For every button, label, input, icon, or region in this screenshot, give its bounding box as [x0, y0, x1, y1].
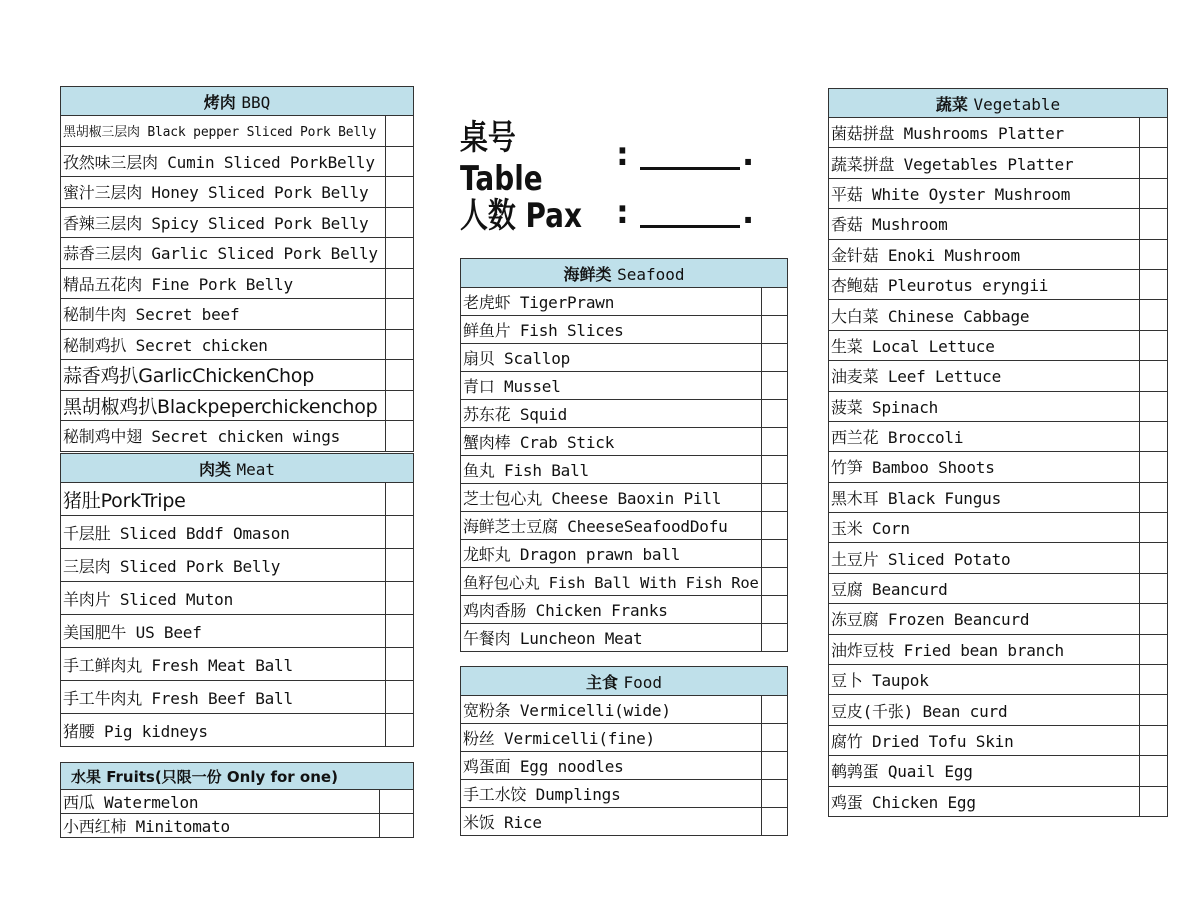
fruits-header-row	[61, 763, 414, 790]
meat-title-en: Meat	[236, 459, 276, 479]
menu-item-name: 金针菇 Enoki Mushroom	[829, 239, 1140, 269]
quantity-box[interactable]	[1139, 361, 1167, 391]
quantity-box[interactable]	[762, 372, 788, 400]
quantity-box[interactable]	[1139, 786, 1167, 816]
table-label: 桌号 Table	[460, 117, 543, 199]
quantity-box[interactable]	[762, 316, 788, 344]
menu-item-name: 羊肉片 Sliced Muton	[61, 582, 386, 615]
menu-item-name: 菠菜 Spinach	[829, 391, 1140, 421]
menu-item-row	[829, 452, 1168, 482]
menu-item-name: 鸡蛋 Chicken Egg	[829, 786, 1140, 816]
menu-item-name: 手工鲜肉丸 Fresh Meat Ball	[61, 648, 386, 681]
seafood-header-row	[461, 259, 788, 288]
menu-item-row	[61, 116, 414, 147]
menu-item-name: 秘制牛肉 Secret beef	[61, 299, 386, 330]
menu-item-row	[829, 482, 1168, 512]
quantity-box[interactable]	[1139, 452, 1167, 482]
quantity-box[interactable]	[1139, 239, 1167, 269]
food-header-row	[461, 667, 788, 696]
menu-item-row	[61, 483, 414, 516]
quantity-box[interactable]	[762, 624, 788, 652]
quantity-box[interactable]	[1139, 330, 1167, 360]
table-dot: .	[742, 135, 755, 173]
menu-item-row	[461, 484, 788, 512]
menu-item-name: 蟹肉棒 Crab Stick	[461, 428, 762, 456]
quantity-box[interactable]	[762, 428, 788, 456]
meat-section-title	[61, 454, 414, 483]
quantity-box[interactable]	[1139, 665, 1167, 695]
menu-item-name: 手工牛肉丸 Fresh Beef Ball	[61, 681, 386, 714]
menu-item-row	[461, 596, 788, 624]
quantity-box[interactable]	[386, 299, 414, 330]
menu-item-row	[461, 288, 788, 316]
bbq-section	[60, 86, 414, 452]
table-number-field[interactable]	[640, 139, 740, 170]
menu-item-row	[829, 178, 1168, 208]
menu-item-row	[829, 330, 1168, 360]
menu-item-row	[61, 207, 414, 238]
quantity-box[interactable]	[1139, 513, 1167, 543]
seafood-title-cn: 海鲜类	[563, 264, 612, 284]
menu-item-name: 鹌鹑蛋 Quail Egg	[829, 756, 1140, 786]
menu-item-name: 海鲜芝士豆腐 CheeseSeafoodDofu	[461, 512, 762, 540]
menu-item-row	[461, 780, 788, 808]
menu-item-name: 老虎虾 TigerPrawn	[461, 288, 762, 316]
menu-item-name: 油麦菜 Leef Lettuce	[829, 361, 1140, 391]
quantity-box[interactable]	[1139, 573, 1167, 603]
bbq-header-row	[61, 87, 414, 116]
quantity-box[interactable]	[1139, 178, 1167, 208]
menu-item-row	[461, 316, 788, 344]
menu-item-name: 大白菜 Chinese Cabbage	[829, 300, 1140, 330]
pax-label: 人数 Pax	[460, 195, 582, 236]
menu-item-name: 猪腰 Pig kidneys	[61, 714, 386, 747]
menu-item-row	[461, 624, 788, 652]
quantity-box[interactable]	[1139, 209, 1167, 239]
quantity-box[interactable]	[762, 696, 788, 724]
quantity-box[interactable]	[1139, 725, 1167, 755]
menu-item-name: 鲜鱼片 Fish Slices	[461, 316, 762, 344]
quantity-box[interactable]	[762, 512, 788, 540]
order-info	[460, 117, 780, 241]
menu-item-name: 美国肥牛 US Beef	[61, 615, 386, 648]
menu-item-name: 香菇 Mushroom	[829, 209, 1140, 239]
quantity-box[interactable]	[1139, 148, 1167, 178]
menu-item-name: 宽粉条 Vermicelli(wide)	[461, 696, 762, 724]
quantity-box[interactable]	[762, 400, 788, 428]
menu-item-row	[829, 665, 1168, 695]
menu-item-row	[61, 390, 414, 421]
menu-item-name: 孜然味三层肉 Cumin Sliced PorkBelly	[61, 146, 386, 177]
menu-item-row	[829, 634, 1168, 664]
menu-item-name: 豆腐 Beancurd	[829, 573, 1140, 603]
menu-item-row	[829, 604, 1168, 634]
menu-item-name: 西兰花 Broccoli	[829, 421, 1140, 451]
menu-item-row	[461, 400, 788, 428]
quantity-box[interactable]	[1139, 756, 1167, 786]
menu-item-name: 竹笋 Bamboo Shoots	[829, 452, 1140, 482]
quantity-box[interactable]	[379, 790, 413, 814]
quantity-box[interactable]	[1139, 634, 1167, 664]
quantity-box[interactable]	[386, 116, 414, 147]
food-section	[460, 666, 788, 836]
menu-item-row	[461, 372, 788, 400]
menu-item-row	[829, 786, 1168, 816]
menu-item-row	[61, 299, 414, 330]
table-number-row	[460, 117, 780, 199]
quantity-box[interactable]	[386, 714, 414, 747]
menu-item-name: 青口 Mussel	[461, 372, 762, 400]
quantity-box[interactable]	[386, 390, 414, 421]
menu-item-name: 小西红柿 Minitomato	[61, 814, 380, 838]
menu-item-name: 油炸豆枝 Fried bean branch	[829, 634, 1140, 664]
menu-item-row	[829, 756, 1168, 786]
menu-item-row	[61, 421, 414, 452]
fruits-title: 水果 Fruits(只限一份 Only for one)	[71, 767, 338, 786]
meat-title-cn: 肉类	[198, 459, 231, 479]
quantity-box[interactable]	[762, 484, 788, 512]
menu-item-row	[61, 615, 414, 648]
menu-item-row	[829, 148, 1168, 178]
menu-item-name: 千层肚 Sliced Bddf Omason	[61, 516, 386, 549]
menu-item-name: 鸡肉香肠 Chicken Franks	[461, 596, 762, 624]
quantity-box[interactable]	[762, 808, 788, 836]
menu-item-name: 菌菇拼盘 Mushrooms Platter	[829, 118, 1140, 148]
menu-item-name: 黑胡椒三层肉 Black pepper Sliced Pork Belly	[61, 116, 386, 147]
meat-section	[60, 453, 414, 747]
menu-item-row	[61, 329, 414, 360]
quantity-box[interactable]	[1139, 543, 1167, 573]
menu-item-name: 苏东花 Squid	[461, 400, 762, 428]
menu-item-row	[461, 808, 788, 836]
quantity-box[interactable]	[386, 360, 414, 391]
quantity-box[interactable]	[762, 780, 788, 808]
menu-item-row	[829, 725, 1168, 755]
quantity-box[interactable]	[386, 549, 414, 582]
menu-item-name: 手工水饺 Dumplings	[461, 780, 762, 808]
quantity-box[interactable]	[1139, 421, 1167, 451]
menu-item-name: 西瓜 Watermelon	[61, 790, 380, 814]
menu-item-name: 秘制鸡中翅 Secret chicken wings	[61, 421, 386, 452]
menu-item-name: 平菇 White Oyster Mushroom	[829, 178, 1140, 208]
bbq-section-title	[61, 87, 414, 116]
menu-item-name: 扇贝 Scallop	[461, 344, 762, 372]
menu-item-row	[829, 269, 1168, 299]
menu-item-name: 蜜汁三层肉 Honey Sliced Pork Belly	[61, 177, 386, 208]
vegetable-title-en: Vegetable	[973, 94, 1061, 114]
menu-item-name: 黑胡椒鸡扒Blackpeperchickenchop	[61, 390, 386, 421]
menu-item-row	[461, 724, 788, 752]
quantity-box[interactable]	[386, 421, 414, 452]
quantity-box[interactable]	[1139, 300, 1167, 330]
menu-item-row	[829, 209, 1168, 239]
menu-item-name: 土豆片 Sliced Potato	[829, 543, 1140, 573]
menu-item-row	[829, 573, 1168, 603]
menu-item-name: 龙虾丸 Dragon prawn ball	[461, 540, 762, 568]
menu-item-row	[61, 177, 414, 208]
menu-item-name: 蔬菜拼盘 Vegetables Platter	[829, 148, 1140, 178]
menu-item-row	[61, 681, 414, 714]
menu-item-row	[461, 428, 788, 456]
menu-item-name: 豆皮(千张) Bean curd	[829, 695, 1140, 725]
menu-item-name: 鱼籽包心丸 Fish Ball With Fish Roe	[461, 568, 762, 596]
menu-item-name: 芝士包心丸 Cheese Baoxin Pill	[461, 484, 762, 512]
bbq-title-cn: 烤肉	[203, 92, 236, 112]
menu-item-row	[829, 513, 1168, 543]
vegetable-header-row	[829, 89, 1168, 118]
quantity-box[interactable]	[762, 752, 788, 780]
menu-item-name: 蒜香鸡扒GarlicChickenChop	[61, 360, 386, 391]
quantity-box[interactable]	[762, 724, 788, 752]
pax-field[interactable]	[640, 197, 740, 228]
quantity-box[interactable]	[386, 615, 414, 648]
menu-item-name: 杏鲍菇 Pleurotus eryngii	[829, 269, 1140, 299]
quantity-box[interactable]	[1139, 482, 1167, 512]
quantity-box[interactable]	[386, 483, 414, 516]
quantity-box[interactable]	[1139, 391, 1167, 421]
menu-item-row	[829, 361, 1168, 391]
quantity-box[interactable]	[762, 596, 788, 624]
menu-item-row	[461, 540, 788, 568]
quantity-box[interactable]	[386, 207, 414, 238]
quantity-box[interactable]	[762, 456, 788, 484]
table-colon: :	[616, 135, 629, 173]
menu-item-row	[61, 790, 414, 814]
menu-item-name: 米饭 Rice	[461, 808, 762, 836]
quantity-box[interactable]	[762, 540, 788, 568]
quantity-box[interactable]	[762, 568, 788, 596]
menu-item-row	[829, 118, 1168, 148]
menu-item-name: 腐竹 Dried Tofu Skin	[829, 725, 1140, 755]
seafood-section-title	[461, 259, 788, 288]
menu-item-name: 午餐肉 Luncheon Meat	[461, 624, 762, 652]
pax-colon: :	[616, 193, 629, 231]
menu-item-row	[461, 696, 788, 724]
menu-item-row	[61, 814, 414, 838]
seafood-title-en: Seafood	[617, 264, 685, 284]
menu-item-name: 香辣三层肉 Spicy Sliced Pork Belly	[61, 207, 386, 238]
menu-item-name: 鸡蛋面 Egg noodles	[461, 752, 762, 780]
menu-item-row	[461, 752, 788, 780]
food-title-en: Food	[623, 672, 663, 692]
menu-item-name: 鱼丸 Fish Ball	[461, 456, 762, 484]
quantity-box[interactable]	[379, 814, 413, 838]
quantity-box[interactable]	[386, 582, 414, 615]
pax-row	[460, 183, 780, 241]
menu-item-row	[61, 268, 414, 299]
quantity-box[interactable]	[386, 681, 414, 714]
quantity-box[interactable]	[386, 238, 414, 269]
quantity-box[interactable]	[386, 648, 414, 681]
fruits-section	[60, 762, 414, 838]
quantity-box[interactable]	[762, 288, 788, 316]
quantity-box[interactable]	[386, 146, 414, 177]
menu-item-row	[61, 714, 414, 747]
quantity-box[interactable]	[386, 516, 414, 549]
quantity-box[interactable]	[762, 344, 788, 372]
menu-item-row	[61, 516, 414, 549]
menu-item-name: 秘制鸡扒 Secret chicken	[61, 329, 386, 360]
menu-item-row	[829, 543, 1168, 573]
menu-item-row	[829, 391, 1168, 421]
bbq-title-en: BBQ	[241, 92, 271, 112]
vegetable-section	[828, 88, 1168, 817]
quantity-box[interactable]	[1139, 269, 1167, 299]
menu-item-row	[461, 512, 788, 540]
pax-dot: .	[742, 193, 755, 231]
menu-item-row	[461, 568, 788, 596]
quantity-box[interactable]	[386, 329, 414, 360]
meat-header-row	[61, 454, 414, 483]
menu-item-row	[829, 300, 1168, 330]
menu-item-row	[61, 146, 414, 177]
menu-item-name: 生菜 Local Lettuce	[829, 330, 1140, 360]
menu-item-row	[61, 238, 414, 269]
quantity-box[interactable]	[386, 268, 414, 299]
menu-item-row	[61, 648, 414, 681]
menu-item-name: 猪肚PorkTripe	[61, 483, 386, 516]
menu-item-name: 玉米 Corn	[829, 513, 1140, 543]
quantity-box[interactable]	[1139, 695, 1167, 725]
menu-item-row	[61, 582, 414, 615]
seafood-section	[460, 258, 788, 652]
menu-item-name: 粉丝 Vermicelli(fine)	[461, 724, 762, 752]
menu-item-row	[829, 239, 1168, 269]
quantity-box[interactable]	[1139, 118, 1167, 148]
menu-item-name: 蒜香三层肉 Garlic Sliced Pork Belly	[61, 238, 386, 269]
menu-item-name: 豆卜 Taupok	[829, 665, 1140, 695]
food-section-title	[461, 667, 788, 696]
menu-item-row	[829, 421, 1168, 451]
quantity-box[interactable]	[1139, 604, 1167, 634]
fruits-section-title	[61, 763, 414, 790]
vegetable-section-title	[829, 89, 1168, 118]
menu-item-row	[61, 549, 414, 582]
menu-item-row	[461, 456, 788, 484]
menu-item-name: 冻豆腐 Frozen Beancurd	[829, 604, 1140, 634]
menu-item-name: 黑木耳 Black Fungus	[829, 482, 1140, 512]
menu-item-name: 精品五花肉 Fine Pork Belly	[61, 268, 386, 299]
menu-item-name: 三层肉 Sliced Pork Belly	[61, 549, 386, 582]
vegetable-title-cn: 蔬菜	[935, 94, 968, 114]
menu-item-row	[461, 344, 788, 372]
quantity-box[interactable]	[386, 177, 414, 208]
menu-item-row	[61, 360, 414, 391]
food-title-cn: 主食	[585, 672, 618, 692]
menu-item-row	[829, 695, 1168, 725]
